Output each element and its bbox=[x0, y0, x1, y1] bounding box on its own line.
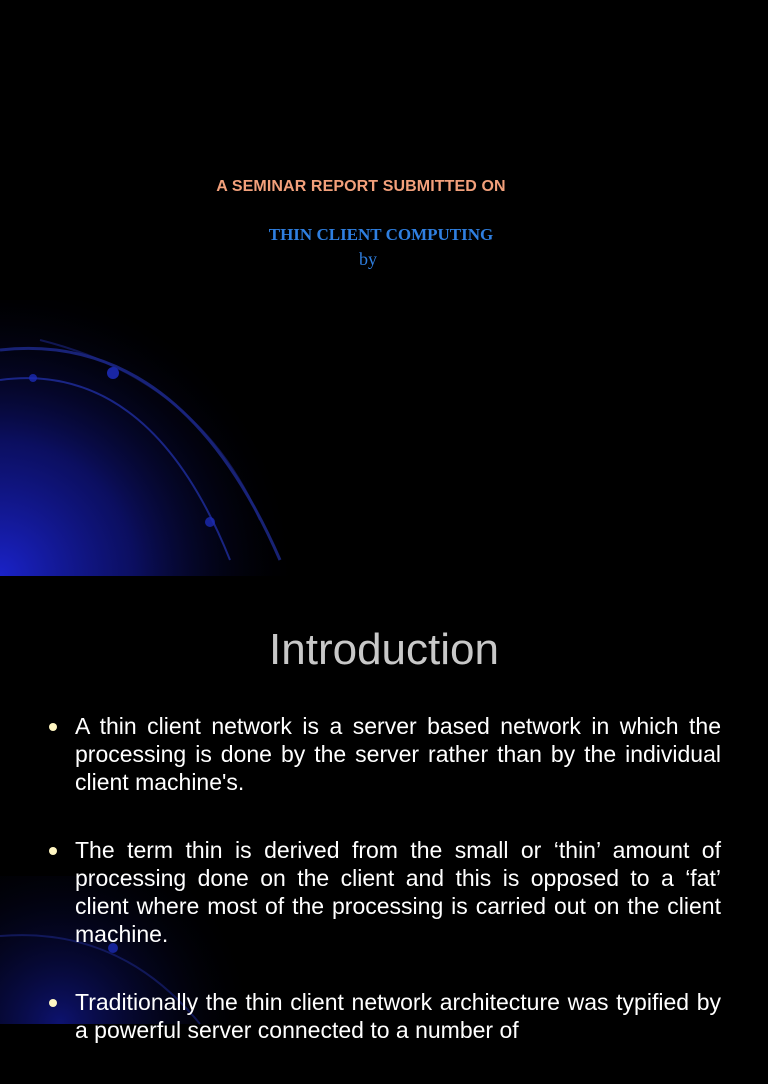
slide-title: Introduction bbox=[269, 625, 499, 674]
bullet-icon bbox=[49, 723, 57, 731]
report-heading: A SEMINAR REPORT SUBMITTED ON bbox=[216, 178, 506, 195]
bullet-list bbox=[45, 712, 721, 1084]
bullet-text: Traditionally the thin client network architecture was typified by a powerful server connected to a number of bbox=[75, 989, 721, 1043]
bullet-icon bbox=[49, 847, 57, 855]
report-by-label: by bbox=[359, 249, 377, 269]
list-item bbox=[45, 988, 721, 1044]
introduction-slide bbox=[0, 576, 768, 1043]
bullet-icon bbox=[49, 999, 57, 1007]
report-topic: THIN CLIENT COMPUTING bbox=[268, 225, 494, 244]
list-item bbox=[45, 836, 721, 948]
bullet-text: A thin client network is a server based network in which the processing is done by the server rather than by the individual client machine's. bbox=[75, 713, 721, 795]
list-item bbox=[45, 712, 721, 796]
bullet-text: The term thin is derived from the small or ‘thin’ amount of processing done on the client and this is opposed to a ‘fat’ client where most of the processing is carried out on the client machine. bbox=[75, 837, 721, 947]
